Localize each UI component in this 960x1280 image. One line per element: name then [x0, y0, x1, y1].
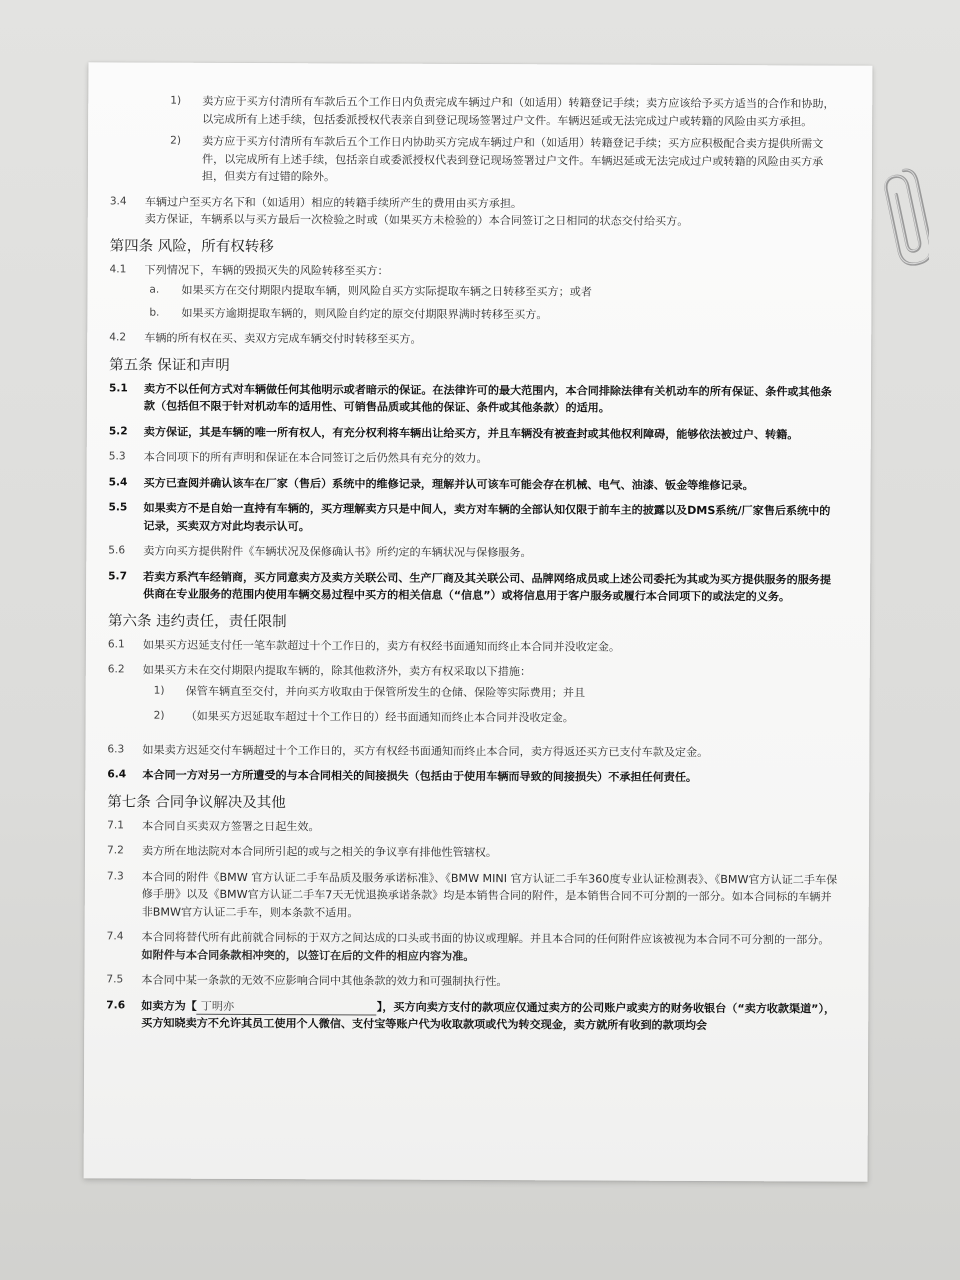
clause-6-1	[108, 636, 840, 657]
clause-text: 卖方所在地法院对本合同所引起的或与之相关的争议享有排他性管辖权。	[141, 844, 498, 860]
clause-text: 本合同中某一条款的无效不应影响合同中其他条款的效力和可强制执行性。	[141, 973, 508, 989]
clause-5-6	[108, 542, 840, 563]
section-6-title: 第六条 违约责任，责任限制	[107, 612, 287, 630]
clause-text: 本合同的附件《BMW 官方认证二手车品质及服务承诺标准》、《BMW MINI 官方认证二手车360度专业认证检测表》、《BMW官方认证二手车保修手册》以及《BMW官方认证二手车7天无忧退换承诺条款》均是本销售合同的附件，是本销售合同不可分割的一部分。如本合同标的车辆并非BMW官方认证二手车，则本条款不适用。	[141, 870, 838, 919]
clause-4-1	[109, 261, 841, 282]
clause-text: 买方已查阅并确认该车在厂家（售后）系统中的维修记录，理解并认可该车可能会存在机械、电气、油漆、钣金等维修记录。	[143, 476, 754, 492]
clause-3-3-item-2	[170, 133, 842, 188]
clause-number: 7.4	[106, 930, 124, 943]
clause-5-1	[109, 380, 841, 418]
clause-text: 】，买方向卖方支付的款项应仅通过卖方的公司账户或卖方的财务收银台（“卖方收款渠道”），买方知晓卖方不允许其员工使用个人微信、支付宝等账户代为收取款项或代为转交现金，卖方就所有收到的款项均会	[141, 1000, 836, 1033]
clause-number: 6.2	[107, 663, 125, 676]
clause-text: 卖方保证，车辆系以与买方最后一次检验之时或（如果买方未检验的）本合同签订之日相同的状态交付给买方。	[144, 212, 689, 228]
clause-4-1-a	[149, 282, 841, 303]
clause-7-5	[106, 971, 838, 992]
clause-number: 5.2	[108, 424, 128, 437]
document-page	[84, 62, 873, 1181]
item-text: 如果买方在交付期限内提取车辆，则风险自买方实际提取车辆之日转移至买方；或者	[181, 283, 592, 299]
clause-text: 本合同一方对另一方所遭受的与本合同相关的间接损失（包括由于使用车辆而导致的间接损失）不承担任何责任。	[142, 768, 698, 784]
clause-text: 车辆的所有权在买、卖双方完成车辆交付时转移至买方。	[144, 331, 422, 346]
clause-number: 4.1	[109, 262, 127, 275]
clause-6-4	[107, 766, 839, 787]
clause-text: 卖方保证，其是车辆的唯一所有权人，有充分权利将车辆出让给买方，并且车辆没有被查封或其他权利障碍，能够依法被过户、转籍。	[143, 425, 799, 441]
clause-text: 如果卖方不是自始一直持有车辆的，买方理解卖方只是中间人，卖方对车辆的全部认知仅限于前车主的披露以及DMS系统/厂家售后系统中的记录，买卖双方对此均表示认可。	[143, 501, 831, 533]
item-number: 1)	[153, 684, 165, 697]
clause-prefix: 如卖方为【	[141, 999, 197, 1013]
clause-number: 6.1	[107, 637, 125, 650]
clause-5-4	[109, 474, 841, 495]
clause-number: 5.6	[108, 544, 126, 557]
clause-text: 本合同自买卖双方签署之日起生效。	[142, 819, 320, 833]
clause-text: 车辆过户至买方名下和（如适用）相应的转籍手续所产生的费用由买方承担。	[144, 195, 523, 210]
clause-7-1	[107, 817, 839, 838]
clause-text: 下列情况下，车辆的毁损灭失的风险转移至买方：	[144, 263, 389, 278]
clause-text: 如果买方迟延支付任一笔车款超过十个工作日的，卖方有权经书面通知而终止本合同并没收定金。	[142, 638, 620, 654]
clause-number: 3.4	[109, 194, 127, 207]
clause-5-5	[108, 499, 840, 537]
clause-number: 7.5	[106, 973, 124, 986]
clause-number: 7.3	[106, 869, 124, 882]
clause-7-4	[107, 928, 839, 966]
clause-5-2	[109, 423, 841, 444]
clause-number: 5.7	[108, 569, 128, 582]
clause-number: 7.6	[106, 998, 126, 1011]
section-5-title: 第五条 保证和声明	[109, 356, 230, 374]
clause-6-3	[107, 741, 839, 762]
clause-number: 5.4	[108, 475, 128, 488]
item-text: 卖方应于买方付清所有车款后五个工作日内负责完成车辆过户和（如适用）转籍登记手续；卖方应该给予买方适当的合作和协助，以完成所有上述手续，包括委派授权代表亲自到登记现场签署过户文件。车辆迟延或无法完成过户或转籍的风险由买方承担。	[202, 94, 835, 128]
clause-number: 6.4	[107, 768, 127, 781]
item-number: a.	[149, 283, 160, 296]
clause-text: 本合同将替代所有此前就合同标的于双方之间达成的口头或书面的协议或理解。并且本合同的任何附件应该被视为本合同不可分割的一部分。	[141, 930, 830, 947]
clause-text: 若卖方系汽车经销商，买方同意卖方及卖方关联公司、生产厂商及其关联公司、品牌网络成员或上述公司委托为其或为买方提供服务的服务提供商在专业服务的范围内使用车辆交易过程中买方的相关信息（“信息”）或将信息用于客户服务或履行本合同项下的或法定的义务。	[143, 570, 832, 604]
clause-number: 7.2	[106, 844, 124, 857]
clause-5-3	[109, 448, 841, 469]
clause-number: 4.2	[109, 331, 127, 344]
clause-text: 如果卖方迟延交付车辆超过十个工作日的，买方有权经书面通知而终止本合同，卖方得返还买方已支付车款及定金。	[142, 743, 709, 759]
item-text: 卖方应于买方付清所有车款后五个工作日内协助买方完成车辆过户和（如适用）转籍登记手续；买方应积极配合卖方提供所需文件，以完成所有上述手续，包括亲自或委派授权代表到登记现场签署过户文件。车辆迟延或无法完成过户或转籍的风险由买方承担，但卖方有过错的除外。	[201, 134, 824, 184]
clause-7-6	[106, 997, 838, 1035]
clause-number: 5.1	[108, 381, 128, 394]
clause-number: 7.1	[107, 818, 124, 831]
paperclip-icon	[883, 163, 929, 269]
clause-text: 本合同项下的所有声明和保证在本合同签订之后仍然具有充分的效力。	[143, 450, 488, 466]
section-4-title: 第四条 风险，所有权转移	[109, 237, 274, 255]
item-number: 2)	[170, 134, 181, 147]
clause-text: 卖方不以任何方式对车辆做任何其他明示或者暗示的保证。在法律许可的最大范围内，本合同排除法律有关机动车的所有保证、条件或其他条款（包括但不限于针对机动车的适用性、可销售品质或其他的保证、条件或其他条款）的适用。	[143, 382, 832, 415]
clause-7-3	[107, 868, 839, 924]
clause-6-2-item-2	[154, 708, 840, 728]
item-text: 保管车辆直至交付，并向买方收取由于保管所发生的仓储、保险等实际费用；并且	[185, 684, 586, 699]
clause-6-2-item-1	[154, 682, 840, 702]
contract-content	[106, 90, 842, 1038]
clause-4-2	[109, 329, 841, 350]
clause-number: 5.3	[108, 450, 126, 463]
clause-text-bold: 如附件与本合同条款相冲突的，以签订在后的文件的相应内容为准。	[141, 948, 475, 963]
section-7-title: 第七条 合同争议解决及其他	[107, 793, 286, 811]
clause-5-7	[108, 568, 840, 606]
clause-7-2	[107, 842, 839, 863]
clause-4-1-b	[149, 304, 841, 325]
clause-text: 如果买方未在交付期限内提取车辆的，除其他救济外，卖方有权采取以下措施：	[142, 663, 532, 679]
item-number: b.	[149, 306, 160, 319]
clause-6-2	[108, 661, 840, 682]
clause-3-3-item-1	[170, 93, 842, 131]
item-text: 如果买方逾期提取车辆的，则风险自约定的原交付期限界满时转移至买方。	[181, 306, 548, 321]
clause-number: 5.5	[108, 501, 128, 514]
item-text: （如果买方迟延取车超过十个工作日的）经书面通知而终止本合同并没收定金。	[185, 709, 574, 725]
clause-number: 6.3	[107, 742, 125, 755]
clause-text: 卖方向买方提供附件《车辆状况及保修确认书》所约定的车辆状况与保修服务。	[143, 544, 532, 560]
seller-name-field[interactable]: 丁明亦	[197, 998, 377, 1015]
item-number: 1)	[170, 94, 182, 107]
item-number: 2)	[153, 709, 165, 722]
clause-3-4	[110, 193, 842, 231]
